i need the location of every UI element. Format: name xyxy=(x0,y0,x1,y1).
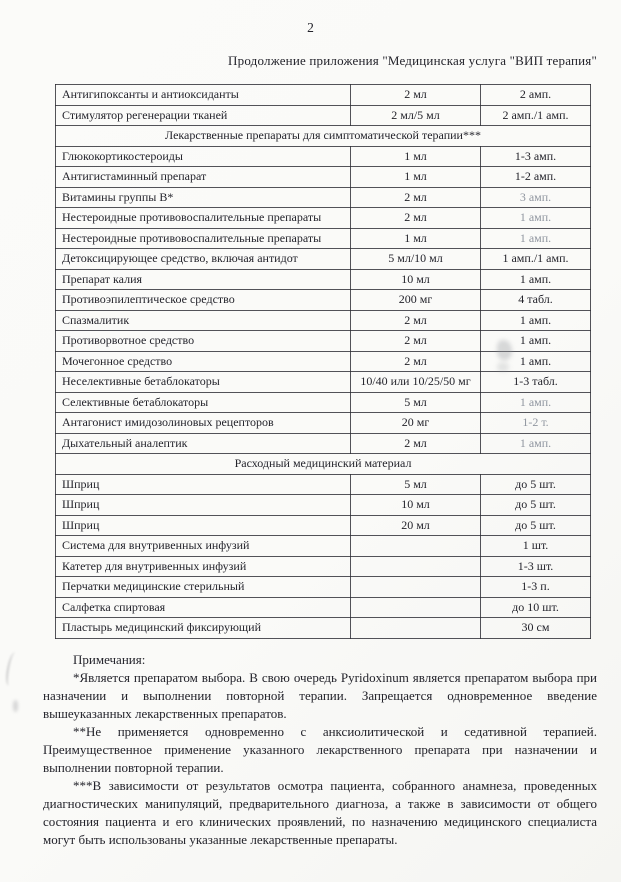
item-name-cell: Шприц xyxy=(56,474,351,495)
medications-table-body xyxy=(56,85,591,639)
item-qty-cell: 1-2 амп. xyxy=(481,167,591,188)
medications-table xyxy=(55,84,591,639)
table-row xyxy=(56,228,591,249)
item-qty-cell: до 5 шт. xyxy=(481,515,591,536)
note-paragraph-3: ***В зависимости от результатов осмотра пациента, собранного анамнеза, проведенных диагностических манипуляций, предварительного диагноза, а также в зависимости от общего состояния пациента и его клинических проявлений, по назначению медицинского специалиста могут быть использованы указанные лекарственные препараты. xyxy=(43,777,597,847)
item-name-cell: Селективные бетаблокаторы xyxy=(56,392,351,413)
item-dose-cell: 5 мл/10 мл xyxy=(351,249,481,270)
scan-artifact xyxy=(5,651,20,686)
item-qty-cell: 30 см xyxy=(481,618,591,639)
item-name-cell: Витамины группы В* xyxy=(56,187,351,208)
item-qty-cell: 1 амп. xyxy=(481,310,591,331)
item-qty-cell: 1-3 шт. xyxy=(481,556,591,577)
item-qty-cell: 1 амп. xyxy=(481,269,591,290)
item-qty-cell: 1 амп. xyxy=(481,433,591,454)
item-dose-cell xyxy=(351,597,481,618)
item-dose-cell: 1 мл xyxy=(351,228,481,249)
item-name-cell: Неселективные бетаблокаторы xyxy=(56,372,351,393)
item-qty-cell: 4 табл. xyxy=(481,290,591,311)
table-row xyxy=(56,433,591,454)
table-row xyxy=(56,269,591,290)
item-dose-cell: 1 мл xyxy=(351,146,481,167)
table-row xyxy=(56,372,591,393)
item-name-cell: Противоэпилептическое средство xyxy=(56,290,351,311)
item-dose-cell: 20 мг xyxy=(351,413,481,434)
item-dose-cell: 2 мл xyxy=(351,331,481,352)
item-qty-cell: 1 амп. xyxy=(481,331,591,352)
item-dose-cell: 2 мл xyxy=(351,85,481,106)
item-name-cell: Дыхательный аналептик xyxy=(56,433,351,454)
item-qty-cell: 1-2 т. xyxy=(481,413,591,434)
item-name-cell: Детоксицирующее средство, включая антидот xyxy=(56,249,351,270)
item-dose-cell: 2 мл xyxy=(351,433,481,454)
item-qty-cell: 1 амп. xyxy=(481,208,591,229)
item-name-cell: Мочегонное средство xyxy=(56,351,351,372)
table-row xyxy=(56,208,591,229)
table-row xyxy=(56,474,591,495)
item-name-cell: Глюкокортикостероиды xyxy=(56,146,351,167)
table-row xyxy=(56,85,591,106)
table-row xyxy=(56,351,591,372)
table-row xyxy=(56,597,591,618)
item-qty-cell: до 5 шт. xyxy=(481,495,591,516)
item-dose-cell xyxy=(351,536,481,557)
table-row xyxy=(56,146,591,167)
item-dose-cell: 200 мг xyxy=(351,290,481,311)
item-dose-cell xyxy=(351,618,481,639)
appendix-continuation-title: Продолжение приложения "Медицинская услуга "ВИП терапия" xyxy=(228,53,597,68)
item-dose-cell xyxy=(351,556,481,577)
item-name-cell: Нестероидные противовоспалительные препараты xyxy=(56,208,351,229)
table-section-row xyxy=(56,126,591,147)
item-name-cell: Нестероидные противовоспалительные препараты xyxy=(56,228,351,249)
table-row xyxy=(56,310,591,331)
table-row xyxy=(56,331,591,352)
item-qty-cell: до 5 шт. xyxy=(481,474,591,495)
table-row xyxy=(56,249,591,270)
item-dose-cell: 2 мл/5 мл xyxy=(351,105,481,126)
item-name-cell: Спазмалитик xyxy=(56,310,351,331)
table-row xyxy=(56,105,591,126)
item-name-cell: Система для внутривенных инфузий xyxy=(56,536,351,557)
item-dose-cell: 10 мл xyxy=(351,269,481,290)
item-qty-cell: 1-3 п. xyxy=(481,577,591,598)
table-row xyxy=(56,413,591,434)
table-row xyxy=(56,618,591,639)
item-dose-cell: 1 мл xyxy=(351,167,481,188)
table-row xyxy=(56,392,591,413)
notes-section xyxy=(43,651,597,849)
item-name-cell: Пластырь медицинский фиксирующий xyxy=(56,618,351,639)
item-name-cell: Стимулятор регенерации тканей xyxy=(56,105,351,126)
table-row xyxy=(56,536,591,557)
item-qty-cell: 1-3 табл. xyxy=(481,372,591,393)
item-name-cell: Противорвотное средство xyxy=(56,331,351,352)
item-qty-cell: до 10 шт. xyxy=(481,597,591,618)
section-label: Расходный медицинский материал xyxy=(56,454,591,475)
table-row xyxy=(56,577,591,598)
item-dose-cell: 5 мл xyxy=(351,474,481,495)
item-qty-cell: 1 шт. xyxy=(481,536,591,557)
item-qty-cell: 1 амп. xyxy=(481,228,591,249)
scan-artifact xyxy=(13,700,18,712)
item-name-cell: Перчатки медицинские стерильный xyxy=(56,577,351,598)
item-dose-cell xyxy=(351,577,481,598)
item-dose-cell: 5 мл xyxy=(351,392,481,413)
table-row xyxy=(56,495,591,516)
item-dose-cell: 2 мл xyxy=(351,187,481,208)
table-row xyxy=(56,515,591,536)
table-row xyxy=(56,167,591,188)
item-qty-cell: 3 амп. xyxy=(481,187,591,208)
item-qty-cell: 1 амп. xyxy=(481,392,591,413)
item-name-cell: Катетер для внутривенных инфузий xyxy=(56,556,351,577)
notes-heading: Примечания: xyxy=(73,651,146,667)
section-label: Лекарственные препараты для симптоматической терапии*** xyxy=(56,126,591,147)
item-name-cell: Антагонист имидозолиновых рецепторов xyxy=(56,413,351,434)
item-dose-cell: 2 мл xyxy=(351,310,481,331)
item-qty-cell: 2 амп. xyxy=(481,85,591,106)
note-paragraph-2: **Не применяется одновременно с анксиолитической и седативной терапией. Преимущественное применение указанного лекарственного препарата при назначении и выполнении повторной терапии. xyxy=(43,723,597,775)
item-qty-cell: 1-3 амп. xyxy=(481,146,591,167)
page-number: 2 xyxy=(307,20,314,35)
item-dose-cell: 2 мл xyxy=(351,351,481,372)
table-section-row xyxy=(56,454,591,475)
item-name-cell: Антигистаминный препарат xyxy=(56,167,351,188)
item-name-cell: Антигипоксанты и антиоксиданты xyxy=(56,85,351,106)
note-paragraph-1: *Является препаратом выбора. В свою очередь Pyridoxinum является препаратом выбора при назначении и выполнении повторной терапии. Запрещается одновременное введение вышеуказанных лекарственных препаратов. xyxy=(43,669,597,721)
item-dose-cell: 2 мл xyxy=(351,208,481,229)
item-name-cell: Препарат калия xyxy=(56,269,351,290)
table-row xyxy=(56,556,591,577)
item-qty-cell: 1 амп. xyxy=(481,351,591,372)
item-dose-cell: 20 мл xyxy=(351,515,481,536)
item-qty-cell: 1 амп./1 амп. xyxy=(481,249,591,270)
table-row xyxy=(56,290,591,311)
item-dose-cell: 10/40 или 10/25/50 мг xyxy=(351,372,481,393)
item-qty-cell: 2 амп./1 амп. xyxy=(481,105,591,126)
item-name-cell: Шприц xyxy=(56,495,351,516)
table-row xyxy=(56,187,591,208)
item-dose-cell: 10 мл xyxy=(351,495,481,516)
item-name-cell: Шприц xyxy=(56,515,351,536)
item-name-cell: Салфетка спиртовая xyxy=(56,597,351,618)
